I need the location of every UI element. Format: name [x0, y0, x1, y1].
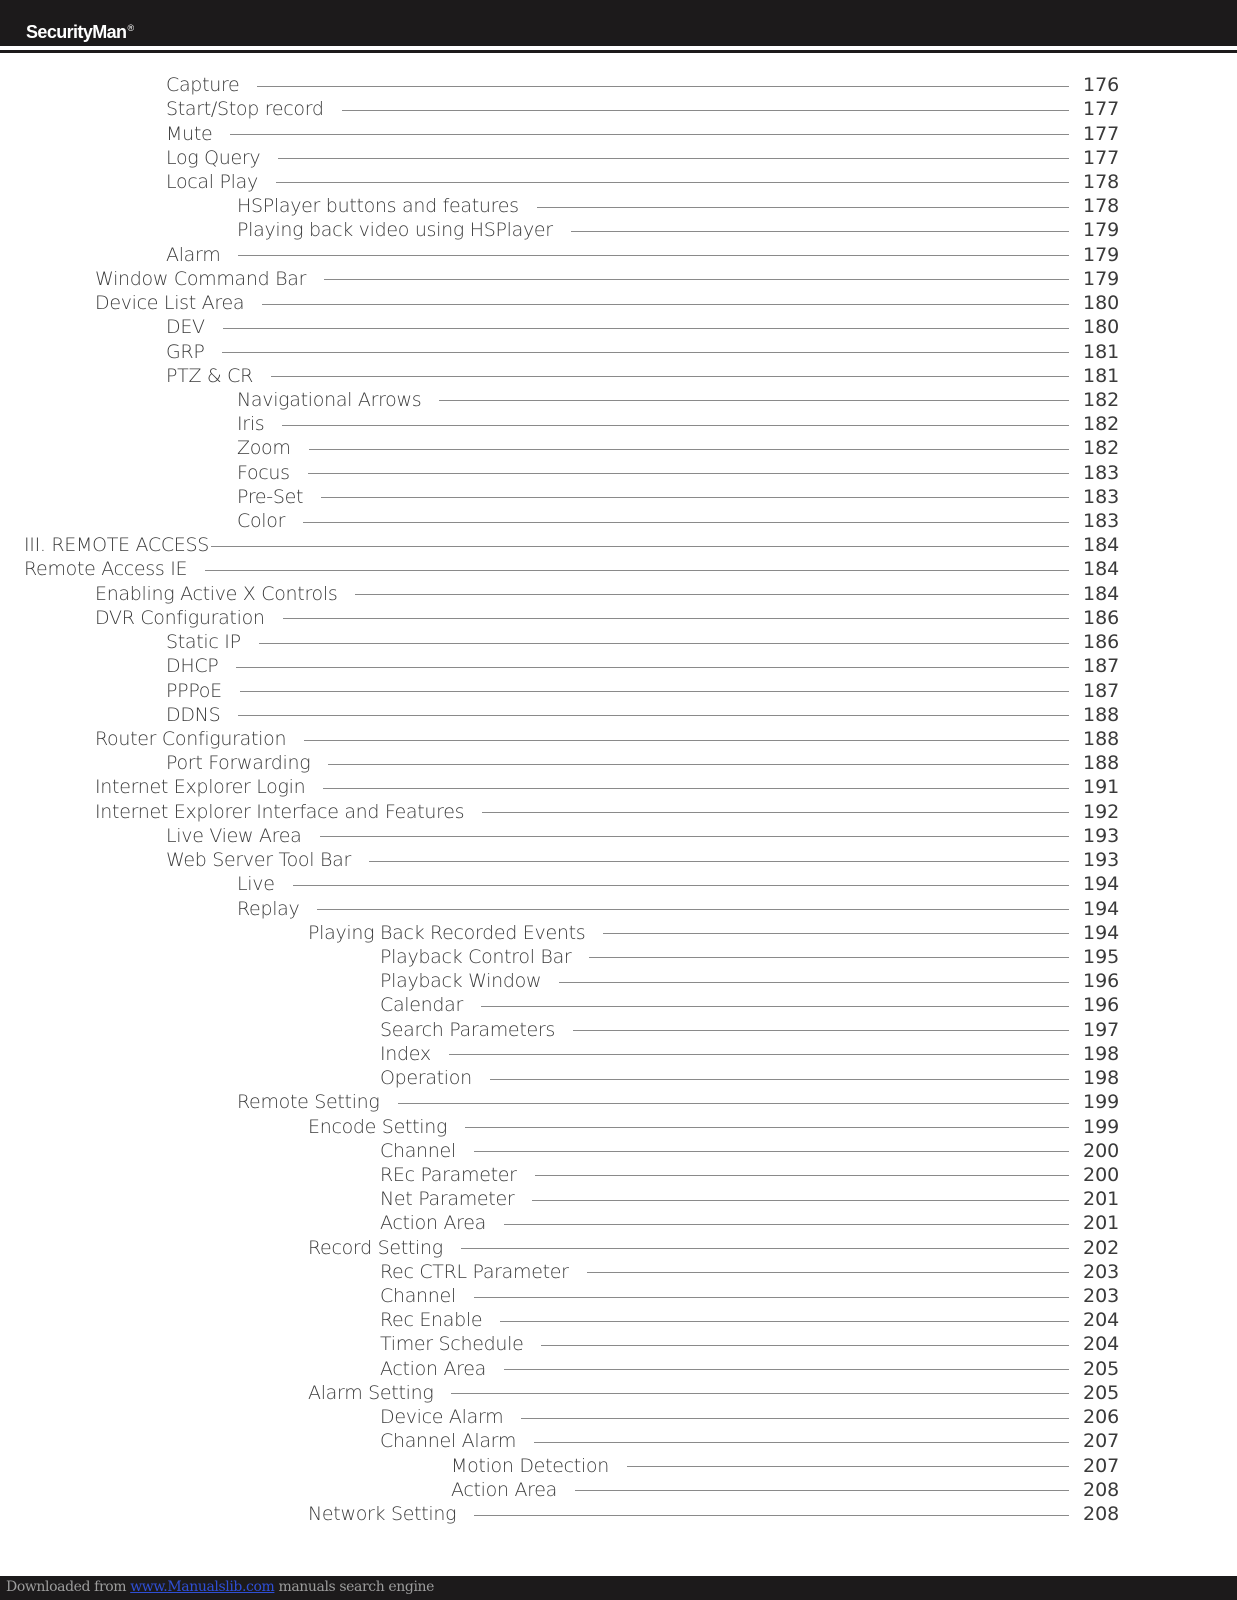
- toc-entry[interactable]: [0, 170, 1237, 194]
- toc-leader-line: [257, 86, 1069, 87]
- toc-leader-line: [449, 1054, 1069, 1055]
- toc-entry-page: 191: [1083, 776, 1120, 799]
- toc-leader-line: [451, 1393, 1069, 1394]
- toc-entry-page: 208: [1083, 1478, 1120, 1501]
- toc-entry-page: 188: [1083, 703, 1120, 726]
- toc-entry[interactable]: [0, 533, 1237, 557]
- toc-entry[interactable]: [0, 388, 1237, 412]
- toc-entry-page: 196: [1083, 994, 1120, 1017]
- toc-entry-title: Playback Control Bar: [380, 945, 572, 968]
- footer-suffix: manuals search engine: [274, 1579, 435, 1595]
- toc-entry[interactable]: [0, 1018, 1237, 1042]
- toc-entry[interactable]: [0, 121, 1237, 145]
- toc-entry-page: 177: [1083, 146, 1120, 169]
- footer-prefix: Downloaded from: [6, 1579, 127, 1595]
- toc-entry[interactable]: [0, 945, 1237, 969]
- toc-entry-title: Enabling Active X Controls: [95, 582, 338, 605]
- toc-entry-title: Rec CTRL Parameter: [380, 1260, 569, 1283]
- toc-entry-page: 204: [1083, 1333, 1120, 1356]
- toc-entry[interactable]: [0, 1187, 1237, 1211]
- toc-entry[interactable]: [0, 436, 1237, 460]
- toc-entry-page: 193: [1083, 849, 1120, 872]
- toc-leader-line: [575, 1490, 1069, 1491]
- toc-leader-line: [541, 1345, 1069, 1346]
- toc-entry[interactable]: [0, 1163, 1237, 1187]
- toc-entry-title: Iris: [237, 413, 265, 436]
- toc-leader-line: [532, 1200, 1069, 1201]
- toc-entry-title: Playing back video using HSPlayer: [237, 219, 553, 242]
- toc-entry-page: 180: [1083, 292, 1120, 315]
- toc-entry-title: III. REMOTE ACCESS: [24, 534, 210, 557]
- toc-entry-page: 201: [1083, 1188, 1120, 1211]
- brand-logo: [26, 22, 133, 43]
- toc-entry-title: Operation: [380, 1067, 472, 1090]
- toc-entry-title: Live: [237, 873, 275, 896]
- toc-entry-page: 200: [1083, 1163, 1120, 1186]
- toc-leader-line: [535, 1175, 1069, 1176]
- toc-entry-title: Timer Schedule: [380, 1333, 524, 1356]
- toc-entry-title: Static IP: [166, 631, 241, 654]
- toc-entry-title: Device List Area: [95, 292, 245, 315]
- toc-entry-page: 193: [1083, 824, 1120, 847]
- toc-leader-line: [504, 1369, 1069, 1370]
- toc-entry-title: PTZ & CR: [166, 364, 254, 387]
- toc-entry-page: 206: [1083, 1406, 1120, 1429]
- toc-leader-line: [205, 570, 1069, 571]
- toc-leader-line: [461, 1248, 1069, 1249]
- toc-entry-title: REc Parameter: [380, 1163, 517, 1186]
- toc-leader-line: [504, 1224, 1069, 1225]
- toc-leader-line: [534, 1442, 1069, 1443]
- toc-entry[interactable]: [0, 267, 1237, 291]
- toc-entry[interactable]: [0, 1066, 1237, 1090]
- toc-leader-line: [211, 546, 1069, 547]
- toc-leader-line: [323, 788, 1069, 789]
- toc-entry-page: 188: [1083, 728, 1120, 751]
- toc-entry-title: Navigational Arrows: [237, 388, 422, 411]
- toc-entry-page: 184: [1083, 534, 1120, 557]
- toc-leader-line: [603, 933, 1069, 934]
- toc-leader-line: [282, 425, 1069, 426]
- toc-leader-line: [321, 497, 1069, 498]
- toc-entry[interactable]: [0, 557, 1237, 581]
- toc-entry[interactable]: [0, 194, 1237, 218]
- toc-leader-line: [283, 618, 1069, 619]
- toc-entry-page: 203: [1083, 1285, 1120, 1308]
- toc-leader-line: [521, 1418, 1069, 1419]
- toc-entry-title: Local Play: [166, 170, 258, 193]
- toc-entry-page: 184: [1083, 582, 1120, 605]
- toc-entry-page: 178: [1083, 170, 1120, 193]
- toc-entry-title: Focus: [237, 461, 290, 484]
- toc-entry-page: 201: [1083, 1212, 1120, 1235]
- toc-entry[interactable]: [0, 800, 1237, 824]
- toc-leader-line: [481, 1006, 1069, 1007]
- toc-entry-title: Alarm Setting: [308, 1381, 434, 1404]
- toc-entry-title: Net Parameter: [380, 1188, 515, 1211]
- toc-entry[interactable]: [0, 1211, 1237, 1235]
- toc-entry[interactable]: [0, 218, 1237, 242]
- toc-entry-page: 192: [1083, 800, 1120, 823]
- toc-entry[interactable]: [0, 1381, 1237, 1405]
- toc-entry[interactable]: [0, 993, 1237, 1017]
- toc-leader-line: [271, 376, 1069, 377]
- toc-leader-line: [276, 182, 1069, 183]
- toc-entry-title: Playing Back Recorded Events: [308, 921, 586, 944]
- toc-entry-page: 194: [1083, 921, 1120, 944]
- toc-leader-line: [465, 1127, 1069, 1128]
- toc-leader-line: [324, 279, 1069, 280]
- toc-entry[interactable]: [0, 727, 1237, 751]
- toc-entry-page: 199: [1083, 1115, 1120, 1138]
- toc-leader-line: [490, 1079, 1069, 1080]
- toc-entry-page: 181: [1083, 364, 1120, 387]
- toc-entry-page: 177: [1083, 122, 1120, 145]
- brand-name: SecurityMan: [26, 22, 127, 42]
- toc-leader-line: [573, 1030, 1069, 1031]
- toc-entry-title: Port Forwarding: [166, 752, 311, 775]
- toc-entry-title: Index: [380, 1042, 431, 1065]
- toc-leader-line: [238, 255, 1069, 256]
- toc-entry[interactable]: [0, 1114, 1237, 1138]
- toc-entry-title: Pre-Set: [237, 485, 304, 508]
- toc-entry-title: Motion Detection: [451, 1454, 609, 1477]
- toc-entry[interactable]: [0, 630, 1237, 654]
- toc-entry[interactable]: [0, 1453, 1237, 1477]
- toc-entry-page: 187: [1083, 679, 1120, 702]
- toc-entry-title: Remote Setting: [237, 1091, 380, 1114]
- toc-leader-line: [304, 740, 1069, 741]
- toc-leader-line: [369, 861, 1069, 862]
- toc-entry-page: 187: [1083, 655, 1120, 678]
- toc-entry-page: 196: [1083, 970, 1120, 993]
- toc-entry-page: 207: [1083, 1454, 1120, 1477]
- toc-entry-page: 176: [1083, 74, 1120, 97]
- toc-entry[interactable]: [0, 146, 1237, 170]
- toc-entry-page: 178: [1083, 195, 1120, 218]
- toc-entry[interactable]: [0, 1357, 1237, 1381]
- toc-entry-page: 198: [1083, 1042, 1120, 1065]
- toc-entry[interactable]: [0, 243, 1237, 267]
- toc-entry-page: 197: [1083, 1018, 1120, 1041]
- toc-entry[interactable]: [0, 921, 1237, 945]
- toc-entry-page: 195: [1083, 945, 1120, 968]
- toc-entry-page: 200: [1083, 1139, 1120, 1162]
- toc-entry[interactable]: [0, 678, 1237, 702]
- toc-entry[interactable]: [0, 1284, 1237, 1308]
- toc-entry-title: Action Area: [380, 1357, 486, 1380]
- toc-entry[interactable]: [0, 291, 1237, 315]
- toc-entry[interactable]: [0, 606, 1237, 630]
- toc-entry-title: Router Configuration: [95, 728, 287, 751]
- toc-entry[interactable]: [0, 1260, 1237, 1284]
- toc-entry-title: Search Parameters: [380, 1018, 555, 1041]
- toc-entry-title: Alarm: [166, 243, 221, 266]
- toc-entry[interactable]: [0, 412, 1237, 436]
- toc-entry[interactable]: [0, 1090, 1237, 1114]
- toc-entry-title: Start/Stop record: [166, 98, 324, 121]
- toc-entry[interactable]: [0, 1502, 1237, 1526]
- toc-entry[interactable]: [0, 339, 1237, 363]
- registered-mark: ®: [127, 23, 134, 33]
- toc-entry[interactable]: [0, 824, 1237, 848]
- toc-entry-page: 177: [1083, 98, 1120, 121]
- toc-leader-line: [589, 957, 1069, 958]
- toc-entry[interactable]: [0, 1478, 1237, 1502]
- toc-leader-line: [627, 1466, 1069, 1467]
- toc-entry-title: Web Server Tool Bar: [166, 849, 351, 872]
- toc-entry-page: 180: [1083, 316, 1120, 339]
- toc-entry-page: 199: [1083, 1091, 1120, 1114]
- toc-entry-title: Action Area: [451, 1478, 557, 1501]
- toc-entry[interactable]: [0, 97, 1237, 121]
- toc-leader-line: [439, 400, 1069, 401]
- toc-entry-title: Record Setting: [308, 1236, 443, 1259]
- toc-entry[interactable]: [0, 509, 1237, 533]
- toc-leader-line: [474, 1515, 1069, 1516]
- toc-entry-title: DVR Configuration: [95, 606, 265, 629]
- toc-leader-line: [236, 667, 1069, 668]
- toc-entry-title: Channel: [380, 1139, 456, 1162]
- toc-entry[interactable]: [0, 751, 1237, 775]
- toc-entry-page: 203: [1083, 1260, 1120, 1283]
- toc-entry[interactable]: [0, 73, 1237, 97]
- toc-leader-line: [342, 110, 1069, 111]
- toc-entry-title: Log Query: [166, 146, 261, 169]
- toc-entry[interactable]: [0, 1429, 1237, 1453]
- toc-leader-line: [222, 352, 1069, 353]
- toc-entry-page: 205: [1083, 1381, 1120, 1404]
- toc-entry-page: 186: [1083, 631, 1120, 654]
- toc-leader-line: [474, 1297, 1069, 1298]
- toc-entry-title: DHCP: [166, 655, 219, 678]
- toc-entry-title: Rec Enable: [380, 1309, 483, 1332]
- toc-entry-title: Calendar: [380, 994, 464, 1017]
- toc-entry-title: Network Setting: [308, 1503, 457, 1526]
- toc-leader-line: [317, 909, 1069, 910]
- toc-entry-title: GRP: [166, 340, 205, 363]
- footer-link[interactable]: www.Manualslib.com: [130, 1579, 275, 1595]
- toc-entry-title: Replay: [237, 897, 300, 920]
- toc-entry-page: 194: [1083, 897, 1120, 920]
- toc-entry-page: 205: [1083, 1357, 1120, 1380]
- toc-entry-title: Live View Area: [166, 824, 302, 847]
- toc-entry[interactable]: [0, 1236, 1237, 1260]
- toc-entry-page: 188: [1083, 752, 1120, 775]
- toc-leader-line: [230, 134, 1069, 135]
- toc-leader-line: [355, 594, 1069, 595]
- toc-entry-page: 183: [1083, 485, 1120, 508]
- toc-leader-line: [328, 764, 1069, 765]
- toc-entry-page: 183: [1083, 461, 1120, 484]
- toc-leader-line: [559, 982, 1069, 983]
- toc-entry[interactable]: [0, 896, 1237, 920]
- toc-leader-line: [474, 1151, 1069, 1152]
- toc-leader-line: [537, 207, 1069, 208]
- toc-entry[interactable]: [0, 872, 1237, 896]
- toc-leader-line: [223, 328, 1069, 329]
- toc-entry[interactable]: [0, 703, 1237, 727]
- toc-entry-title: PPPoE: [166, 679, 222, 702]
- toc-entry[interactable]: [0, 1042, 1237, 1066]
- toc-entry-page: 207: [1083, 1430, 1120, 1453]
- toc-entry-page: 179: [1083, 267, 1120, 290]
- toc-entry-title: Remote Access IE: [24, 558, 188, 581]
- toc-entry-title: Device Alarm: [380, 1406, 504, 1429]
- toc-entry-page: 186: [1083, 606, 1120, 629]
- toc-entry-title: Channel Alarm: [380, 1430, 517, 1453]
- toc-leader-line: [500, 1321, 1069, 1322]
- toc-leader-line: [259, 643, 1069, 644]
- toc-leader-line: [320, 836, 1070, 837]
- toc-entry-title: Action Area: [380, 1212, 486, 1235]
- toc-entry[interactable]: [0, 775, 1237, 799]
- toc-entry-page: 182: [1083, 388, 1120, 411]
- toc-entry[interactable]: [0, 1332, 1237, 1356]
- toc-leader-line: [262, 304, 1069, 305]
- toc-entry-title: Internet Explorer Interface and Features: [95, 800, 465, 823]
- toc-entry-page: 179: [1083, 243, 1120, 266]
- toc-entry-page: 183: [1083, 510, 1120, 533]
- toc-entry[interactable]: [0, 1308, 1237, 1332]
- header-rule: [0, 50, 1237, 53]
- toc-leader-line: [308, 473, 1069, 474]
- toc-entry-page: 194: [1083, 873, 1120, 896]
- toc-entry-title: Capture: [166, 74, 240, 97]
- toc-entry-title: Channel: [380, 1285, 456, 1308]
- footer-text: [6, 1579, 434, 1595]
- toc-leader-line: [398, 1103, 1069, 1104]
- toc-entry-title: Internet Explorer Login: [95, 776, 306, 799]
- toc-entry[interactable]: [0, 582, 1237, 606]
- toc-entry[interactable]: [0, 461, 1237, 485]
- toc-leader-line: [587, 1272, 1069, 1273]
- toc-entry[interactable]: [0, 1405, 1237, 1429]
- toc-entry-page: 182: [1083, 437, 1120, 460]
- toc-entry[interactable]: [0, 969, 1237, 993]
- toc-entry-page: 184: [1083, 558, 1120, 581]
- toc-entry[interactable]: [0, 654, 1237, 678]
- toc-entry-title: Mute: [166, 122, 213, 145]
- toc-leader-line: [309, 449, 1069, 450]
- toc-entry-title: Encode Setting: [308, 1115, 448, 1138]
- toc-entry-title: DEV: [166, 316, 205, 339]
- toc-entry-page: 208: [1083, 1503, 1120, 1526]
- toc-leader-line: [240, 691, 1069, 692]
- toc-entry-title: Zoom: [237, 437, 291, 460]
- toc-entry[interactable]: [0, 364, 1237, 388]
- toc-entry[interactable]: [0, 315, 1237, 339]
- toc-entry-page: 204: [1083, 1309, 1120, 1332]
- toc-entry-page: 202: [1083, 1236, 1120, 1259]
- toc-entry-title: HSPlayer buttons and features: [237, 195, 519, 218]
- toc-entry-title: Color: [237, 510, 286, 533]
- toc-entry[interactable]: [0, 1139, 1237, 1163]
- toc-leader-line: [571, 231, 1069, 232]
- toc-leader-line: [293, 885, 1069, 886]
- toc-entry-page: 182: [1083, 413, 1120, 436]
- toc-entry-title: Window Command Bar: [95, 267, 307, 290]
- toc-entry-page: 198: [1083, 1067, 1120, 1090]
- toc-entry-page: 181: [1083, 340, 1120, 363]
- toc-leader-line: [482, 812, 1069, 813]
- toc-leader-line: [303, 522, 1069, 523]
- toc-leader-line: [238, 715, 1069, 716]
- toc-entry-title: DDNS: [166, 703, 221, 726]
- toc-leader-line: [278, 158, 1069, 159]
- toc-entry[interactable]: [0, 485, 1237, 509]
- toc-entry-page: 179: [1083, 219, 1120, 242]
- toc-entry[interactable]: [0, 848, 1237, 872]
- header-bar: [0, 0, 1237, 46]
- toc-entry-title: Playback Window: [380, 970, 542, 993]
- table-of-contents: [0, 73, 1237, 1526]
